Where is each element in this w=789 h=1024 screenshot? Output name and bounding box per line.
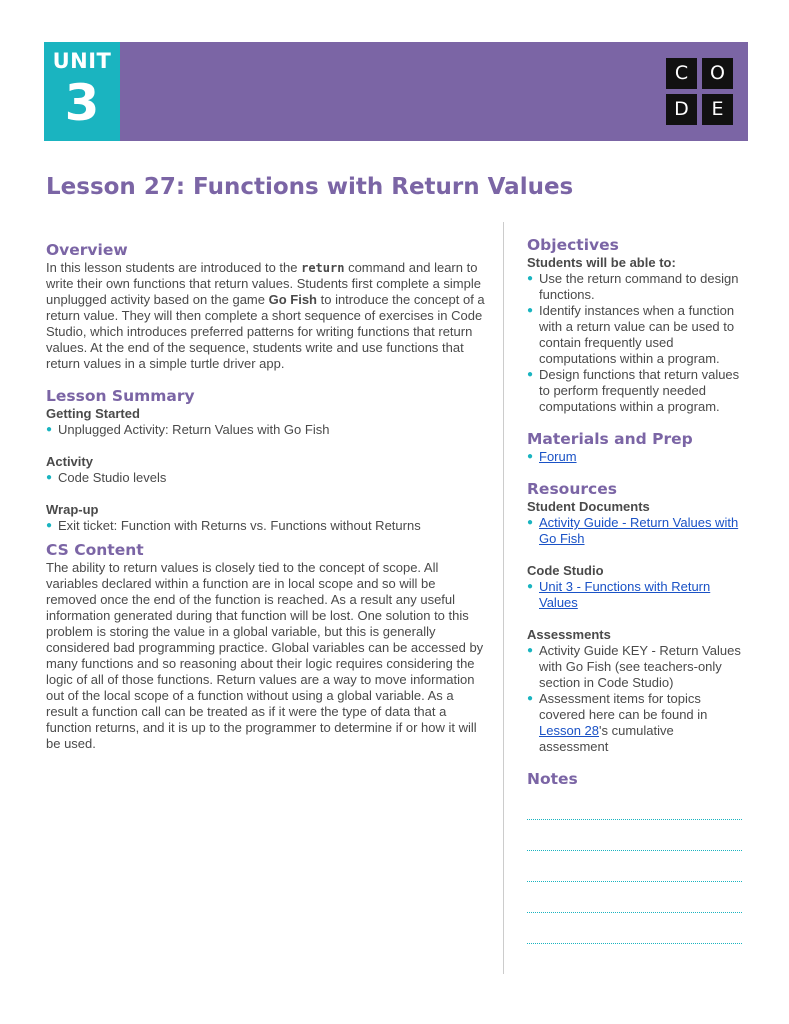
overview-text-part: command and learn to write their own functions that return values. Students first complete a simple unplugged activity based on the game: [46, 260, 481, 307]
notes-lines: [527, 789, 743, 944]
list-item: ● Identify instances when a function with a return value can be used to contain frequently used computations within a program.: [527, 303, 743, 367]
list-item: [527, 579, 743, 611]
objectives-heading: Objectives: [527, 236, 619, 254]
list-item: [527, 449, 743, 465]
getting-started-label: Getting Started: [46, 406, 140, 421]
wrapup-list: [46, 518, 486, 534]
unit-label: UNIT: [52, 49, 112, 73]
objectives-intro: Students will be able to:: [527, 255, 676, 270]
note-line: [527, 820, 742, 851]
code-studio-link[interactable]: Unit 3 - Functions with Return Values: [539, 579, 711, 610]
list-item: ● Exit ticket: Function with Returns vs. Functions without Returns: [46, 518, 486, 534]
unit-header: [44, 42, 748, 141]
note-line: [527, 851, 742, 882]
go-fish-bold: Go Fish: [268, 292, 317, 307]
logo-letter-o: O: [702, 58, 733, 89]
logo-letter-d: D: [666, 94, 697, 125]
return-code-word: return: [301, 261, 345, 275]
code-studio-label: Code Studio: [527, 563, 604, 578]
list-item: ● Activity Guide KEY - Return Values with Go Fish (see teachers-only section in Code Studio): [527, 643, 743, 691]
assessments-list: [527, 643, 743, 755]
overview-heading: Overview: [46, 241, 128, 259]
lesson-title: Lesson 27: Functions with Return Values: [46, 174, 574, 200]
note-line: [527, 882, 742, 913]
overview-text-part: to introduce the concept of a return value. They will then complete a short sequence of exercises in Code Studio, which introduces preferred patterns for writing functions that return values. At the end of the sequence, students write and use functions that return values in a simple turtle driver app.: [46, 292, 485, 371]
forum-link[interactable]: Forum: [539, 449, 577, 464]
materials-list: [527, 449, 743, 465]
column-divider: [503, 222, 504, 974]
wrapup-label: Wrap-up: [46, 502, 99, 517]
getting-started-list: [46, 422, 486, 438]
lesson-28-link[interactable]: Lesson 28: [539, 723, 599, 738]
list-item: [527, 691, 743, 755]
note-line: [527, 913, 742, 944]
right-column: [527, 235, 743, 944]
list-item: ● Unplugged Activity: Return Values with Go Fish: [46, 422, 486, 438]
logo-letter-e: E: [702, 94, 733, 125]
unit-number: 3: [64, 74, 100, 132]
materials-heading: Materials and Prep: [527, 430, 693, 448]
cs-content-text: The ability to return values is closely tied to the concept of scope. All variables declared within a function are in local scope and so will be removed once the end of the function is reached. As a result any useful information generated during that function will be lost. One solution to this problem is storing the value in a global variable, but this is generally considered bad programming practice. Global variables can be accessed by many functions and so reasoning about their logic requires considering the logic of all of those functions. Return values are a way to move information out of the local scope of a function without using a global variable. As a result a function call can be treated as if it were the type of data that a function returns, and it is up to the programmer to determine if or how it will be used.: [46, 560, 484, 751]
lesson-summary-heading: Lesson Summary: [46, 387, 195, 405]
overview-text-part: In this lesson students are introduced to the: [46, 260, 302, 275]
activity-label: Activity: [46, 454, 93, 469]
logo-letter-c: C: [666, 58, 697, 89]
list-item: ● Use the return command to design functions.: [527, 271, 743, 303]
left-column: [46, 240, 486, 752]
list-item: [527, 515, 743, 547]
code-studio-list: [527, 579, 743, 611]
notes-heading: Notes: [527, 770, 578, 788]
assessment-text-part: Assessment items for topics covered here can be found in: [539, 691, 708, 722]
note-line: [527, 789, 742, 820]
activity-guide-link[interactable]: Activity Guide - Return Values with Go Fish: [539, 515, 739, 546]
resources-heading: Resources: [527, 480, 617, 498]
activity-list: [46, 470, 486, 486]
unit-badge: [44, 42, 120, 141]
code-org-logo: [666, 58, 733, 125]
overview-text: [46, 260, 486, 372]
student-docs-label: Student Documents: [527, 499, 650, 514]
list-item: ● Design functions that return values to perform frequently needed computations within a program.: [527, 367, 743, 415]
student-docs-list: [527, 515, 743, 547]
assessments-label: Assessments: [527, 627, 611, 642]
assessment-text-part: 's cumulative assessment: [539, 723, 674, 754]
list-item: ● Code Studio levels: [46, 470, 486, 486]
cs-content-heading: CS Content: [46, 541, 144, 559]
objectives-list: [527, 271, 743, 415]
